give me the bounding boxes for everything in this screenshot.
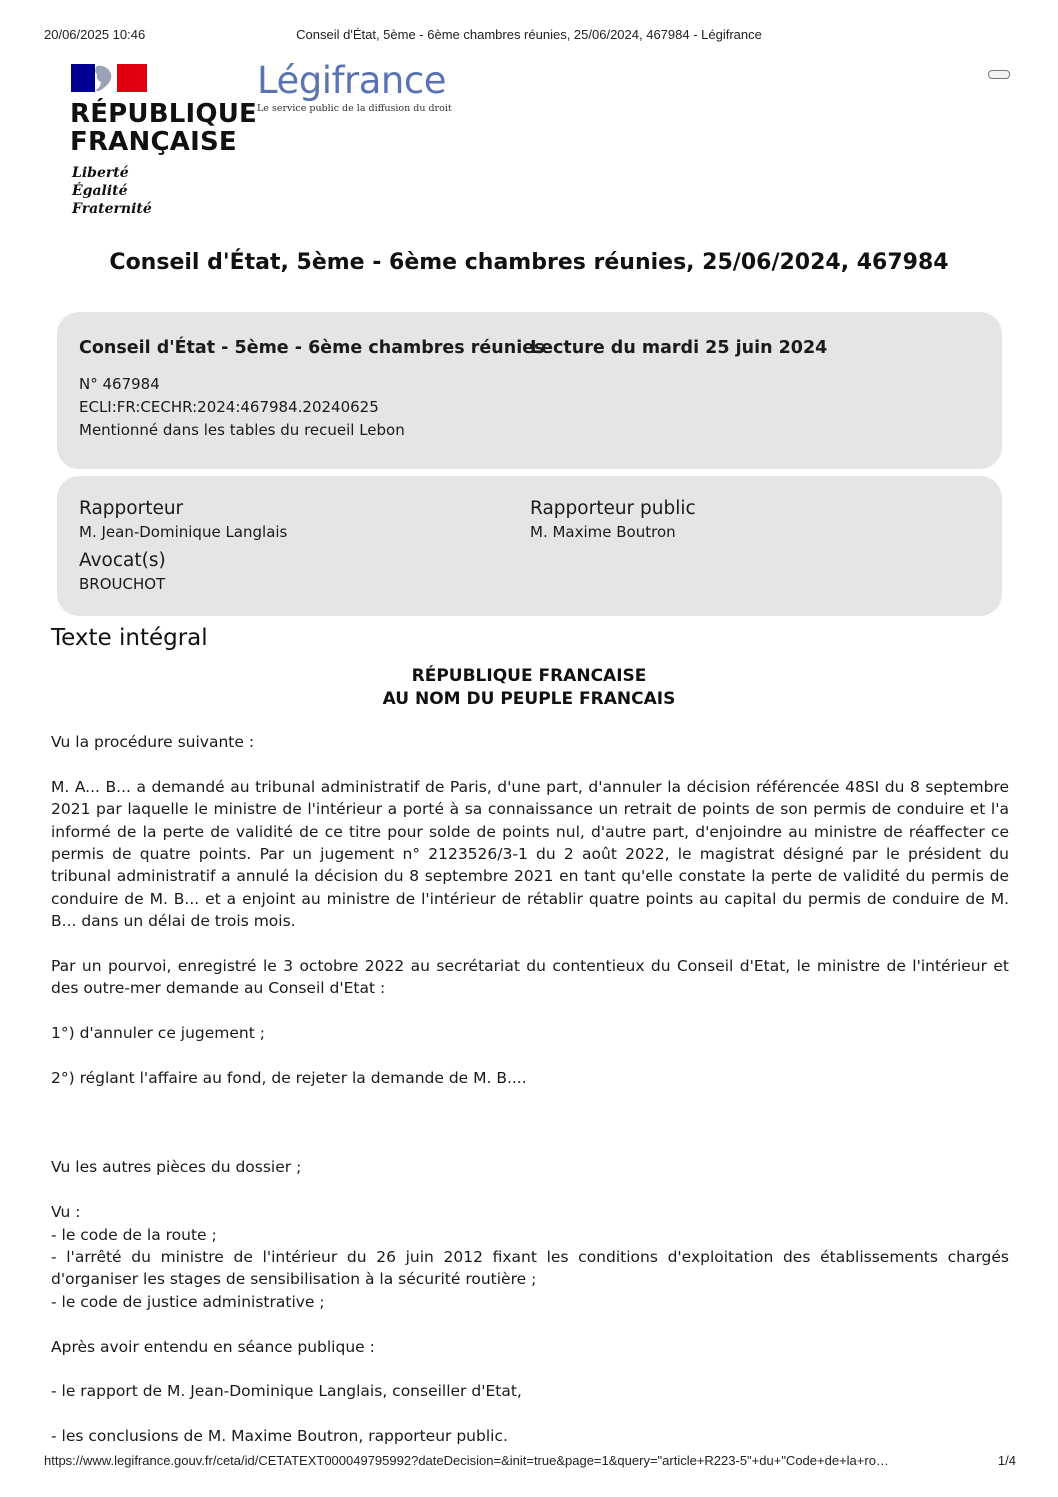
decision-info-card [57,312,1002,469]
decision-body [51,731,1009,1470]
print-footer [44,1453,1016,1471]
print-header [44,27,1014,45]
reading-date: Lecture du mardi 25 juin 2024 [530,338,828,358]
paragraph: - le rapport de M. Jean-Dominique Langlais, conseiller d'Etat, [51,1382,522,1401]
page-url-link[interactable]: https://www.legifrance.gouv.fr/ceta/id/CETATEXT000049795992?dateDecision=&init=true&page=1&query="article+R223-5"+du+"Code+de+la+ro… [44,1453,889,1468]
section-title: Texte intégral [51,625,208,651]
page-number: 1/4 [997,1453,1016,1468]
document-title: Conseil d'État, 5ème - 6ème chambres réunies, 25/06/2024, 467984 [109,250,949,275]
decision-heading: RÉPUBLIQUE FRANCAISE AU NOM DU PEUPLE FRANCAIS [382,666,676,709]
legal-references: Vu : - le code de la route ; - l'arrêté du ministre de l'intérieur du 26 juin 2012 fixant les conditions d'exploitation des établissements chargés d'organiser les stages de sensibilisation à la sécurité routière ; - le code de justice administrative ; [51,1203,1009,1311]
paragraph: 1°) d'annuler ce jugement ; [51,1024,265,1043]
rapporteur-public-label: Rapporteur public [530,498,696,519]
paragraph: Vu les autres pièces du dossier ; [51,1158,302,1177]
legifrance-tagline: Le service public de la diffusion du droit [257,103,452,114]
avocat-value: BROUCHOT [79,575,166,593]
lebon-mention: Mentionné dans les tables du recueil Lebon [79,421,405,439]
republique-francaise-wordmark: RÉPUBLIQUE FRANÇAISE [70,99,257,157]
ecli-identifier: ECLI:FR:CECHR:2024:467984.20240625 [79,398,379,416]
people-card [57,476,1002,616]
legifrance-logo[interactable] [257,60,452,114]
marianne-flag-icon [71,64,147,92]
rapporteur-value: M. Jean-Dominique Langlais [79,523,288,541]
paragraph: Par un pourvoi, enregistré le 3 octobre 2022 au secrétariat du contentieux du Conseil d'Etat, le ministre de l'intérieur et des outre-mer demande au Conseil d'Etat : [51,957,1009,998]
paragraph: - les conclusions de M. Maxime Boutron, rapporteur public. [51,1427,508,1446]
decision-number: N° 467984 [79,375,160,393]
jurisdiction-heading: Conseil d'État - 5ème - 6ème chambres réunies [79,338,545,358]
paragraph: 2°) réglant l'affaire au fond, de rejeter la demande de M. B.... [51,1069,527,1088]
rapporteur-label: Rapporteur [79,498,184,519]
legifrance-wordmark: Légifrance [257,59,446,102]
rapporteur-public-value: M. Maxime Boutron [530,523,676,541]
menu-toggle-button[interactable] [988,70,1010,79]
republic-motto: Liberté Égalité Fraternité [72,165,152,217]
print-date: 20/06/2025 10:46 [44,27,146,42]
paragraph: M. A... B... a demandé au tribunal administratif de Paris, d'une part, d'annuler la décision référencée 48SI du 8 septembre 2021 par laquelle le ministre de l'intérieur a porté à sa connaissance un retrait de points de son permis de conduire et l'a informé de la perte de validité de ce titre pour solde de points nul, d'autre part, d'enjoindre au ministre de réaffecter ce permis de quatre points. Par un jugement n° 2123526/3-1 du 2 août 2022, le magistrat désigné par le président du tribunal administratif a annulé la décision du 8 septembre 2021 en tant qu'elle constate la perte de validité du permis de conduire de M. B... et a enjoint au ministre de l'intérieur de rétablir quatre points au capital du permis de conduire de M. B... dans un délai de trois mois. [51,777,1009,931]
paragraph: Vu la procédure suivante : [51,733,255,751]
print-page-title: Conseil d'État, 5ème - 6ème chambres réunies, 25/06/2024, 467984 - Légifrance [296,27,762,42]
republique-francaise-logo [70,64,257,224]
paragraph: Après avoir entendu en séance publique : [51,1337,375,1356]
avocat-label: Avocat(s) [79,550,166,571]
